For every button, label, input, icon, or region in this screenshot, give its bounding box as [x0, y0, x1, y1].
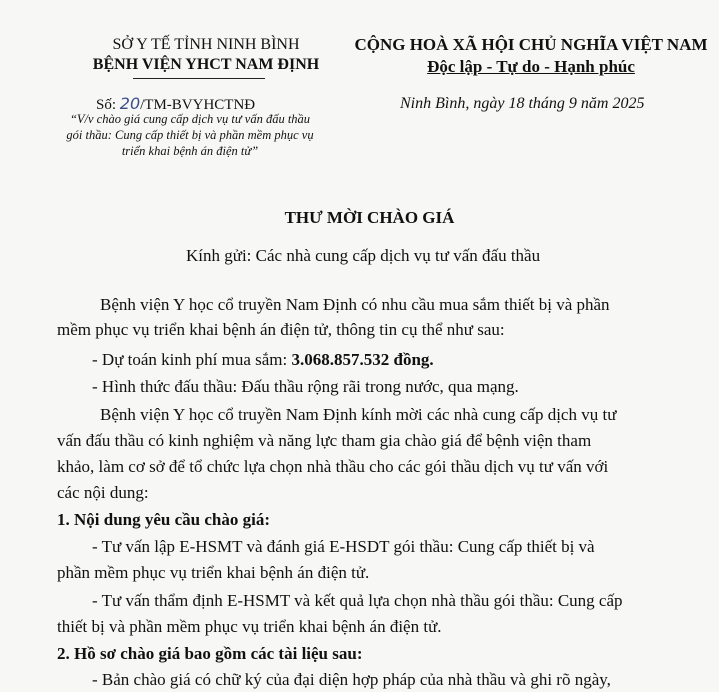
doc-title: THƯ MỜI CHÀO GIÁ	[284, 208, 455, 227]
intro-line1: Bệnh viện Y học cổ truyền Nam Định có nhu cầu mua sắm thiết bị và phần	[100, 295, 610, 314]
org-line2: BỆNH VIỆN YHCT NAM ĐỊNH	[92, 56, 320, 73]
budget-line	[92, 350, 434, 370]
doc-number-handwritten: 20	[119, 94, 141, 113]
intro-line2: mềm phục vụ triển khai bệnh án điện tử, thông tin cụ thể như sau:	[57, 320, 505, 339]
nation-line1: CỘNG HOÀ XÃ HỘI CHỦ NGHĨA VIỆT NAM	[354, 35, 708, 54]
s1-item2-line1: - Tư vấn thẩm định E-HSMT và kết quả lựa chọn nhà thầu gói thầu: Cung cấp	[92, 591, 623, 610]
subject: “V/v chào giá cung cấp dịch vụ tư vấn đấu thầu gói thầu: Cung cấp thiết bị và phần mềm phục vụ triển khai bệnh án điện tử”	[66, 112, 314, 158]
invite-line4: các nội dung:	[57, 483, 149, 502]
s2-item1-line1: - Bản chào giá có chữ ký của đại diện hợp pháp của nhà thầu và ghi rõ ngày,	[92, 670, 611, 689]
doc-number-suffix: /TM-BVYHCTNĐ	[140, 97, 256, 113]
invite-line2: vấn đấu thầu có kinh nghiệm và năng lực tham gia chào giá để bệnh viện tham	[57, 431, 592, 450]
bid-form-line: - Hình thức đấu thầu: Đấu thầu rộng rãi trong nước, qua mạng.	[92, 377, 519, 396]
invite-line3: khảo, làm cơ sở để tổ chức lựa chọn nhà thầu cho các gói thầu dịch vụ tư vấn với	[57, 457, 609, 476]
invite-line1: Bệnh viện Y học cổ truyền Nam Định kính mời các nhà cung cấp dịch vụ tư	[100, 405, 617, 424]
salutation: Kính gửi: Các nhà cung cấp dịch vụ tư vấn đấu thầu	[186, 246, 541, 265]
s1-item1-line2: phần mềm phục vụ triển khai bệnh án điện tử.	[57, 563, 370, 582]
budget-label: - Dự toán kinh phí mua sắm:	[92, 350, 288, 369]
doc-number-prefix: Số:	[96, 97, 117, 113]
nation-motto: Độc lập - Tự do - Hạnh phúc	[427, 57, 635, 76]
org-line1: SỞ Y TẾ TỈNH NINH BÌNH	[112, 36, 300, 53]
s1-item1-line1: - Tư vấn lập E-HSMT và đánh giá E-HSDT gói thầu: Cung cấp thiết bị và	[92, 537, 595, 556]
org-underline	[133, 78, 265, 79]
s1-item2-line2: thiết bị và phần mềm phục vụ triển khai bệnh án điện tử.	[57, 617, 442, 636]
section1-heading: 1. Nội dung yêu cầu chào giá:	[57, 510, 270, 529]
budget-value: 3.068.857.532 đồng.	[291, 350, 434, 369]
section2-heading: 2. Hồ sơ chào giá bao gồm các tài liệu sau:	[57, 644, 363, 663]
place-date: Ninh Bình, ngày 18 tháng 9 năm 2025	[400, 95, 645, 112]
